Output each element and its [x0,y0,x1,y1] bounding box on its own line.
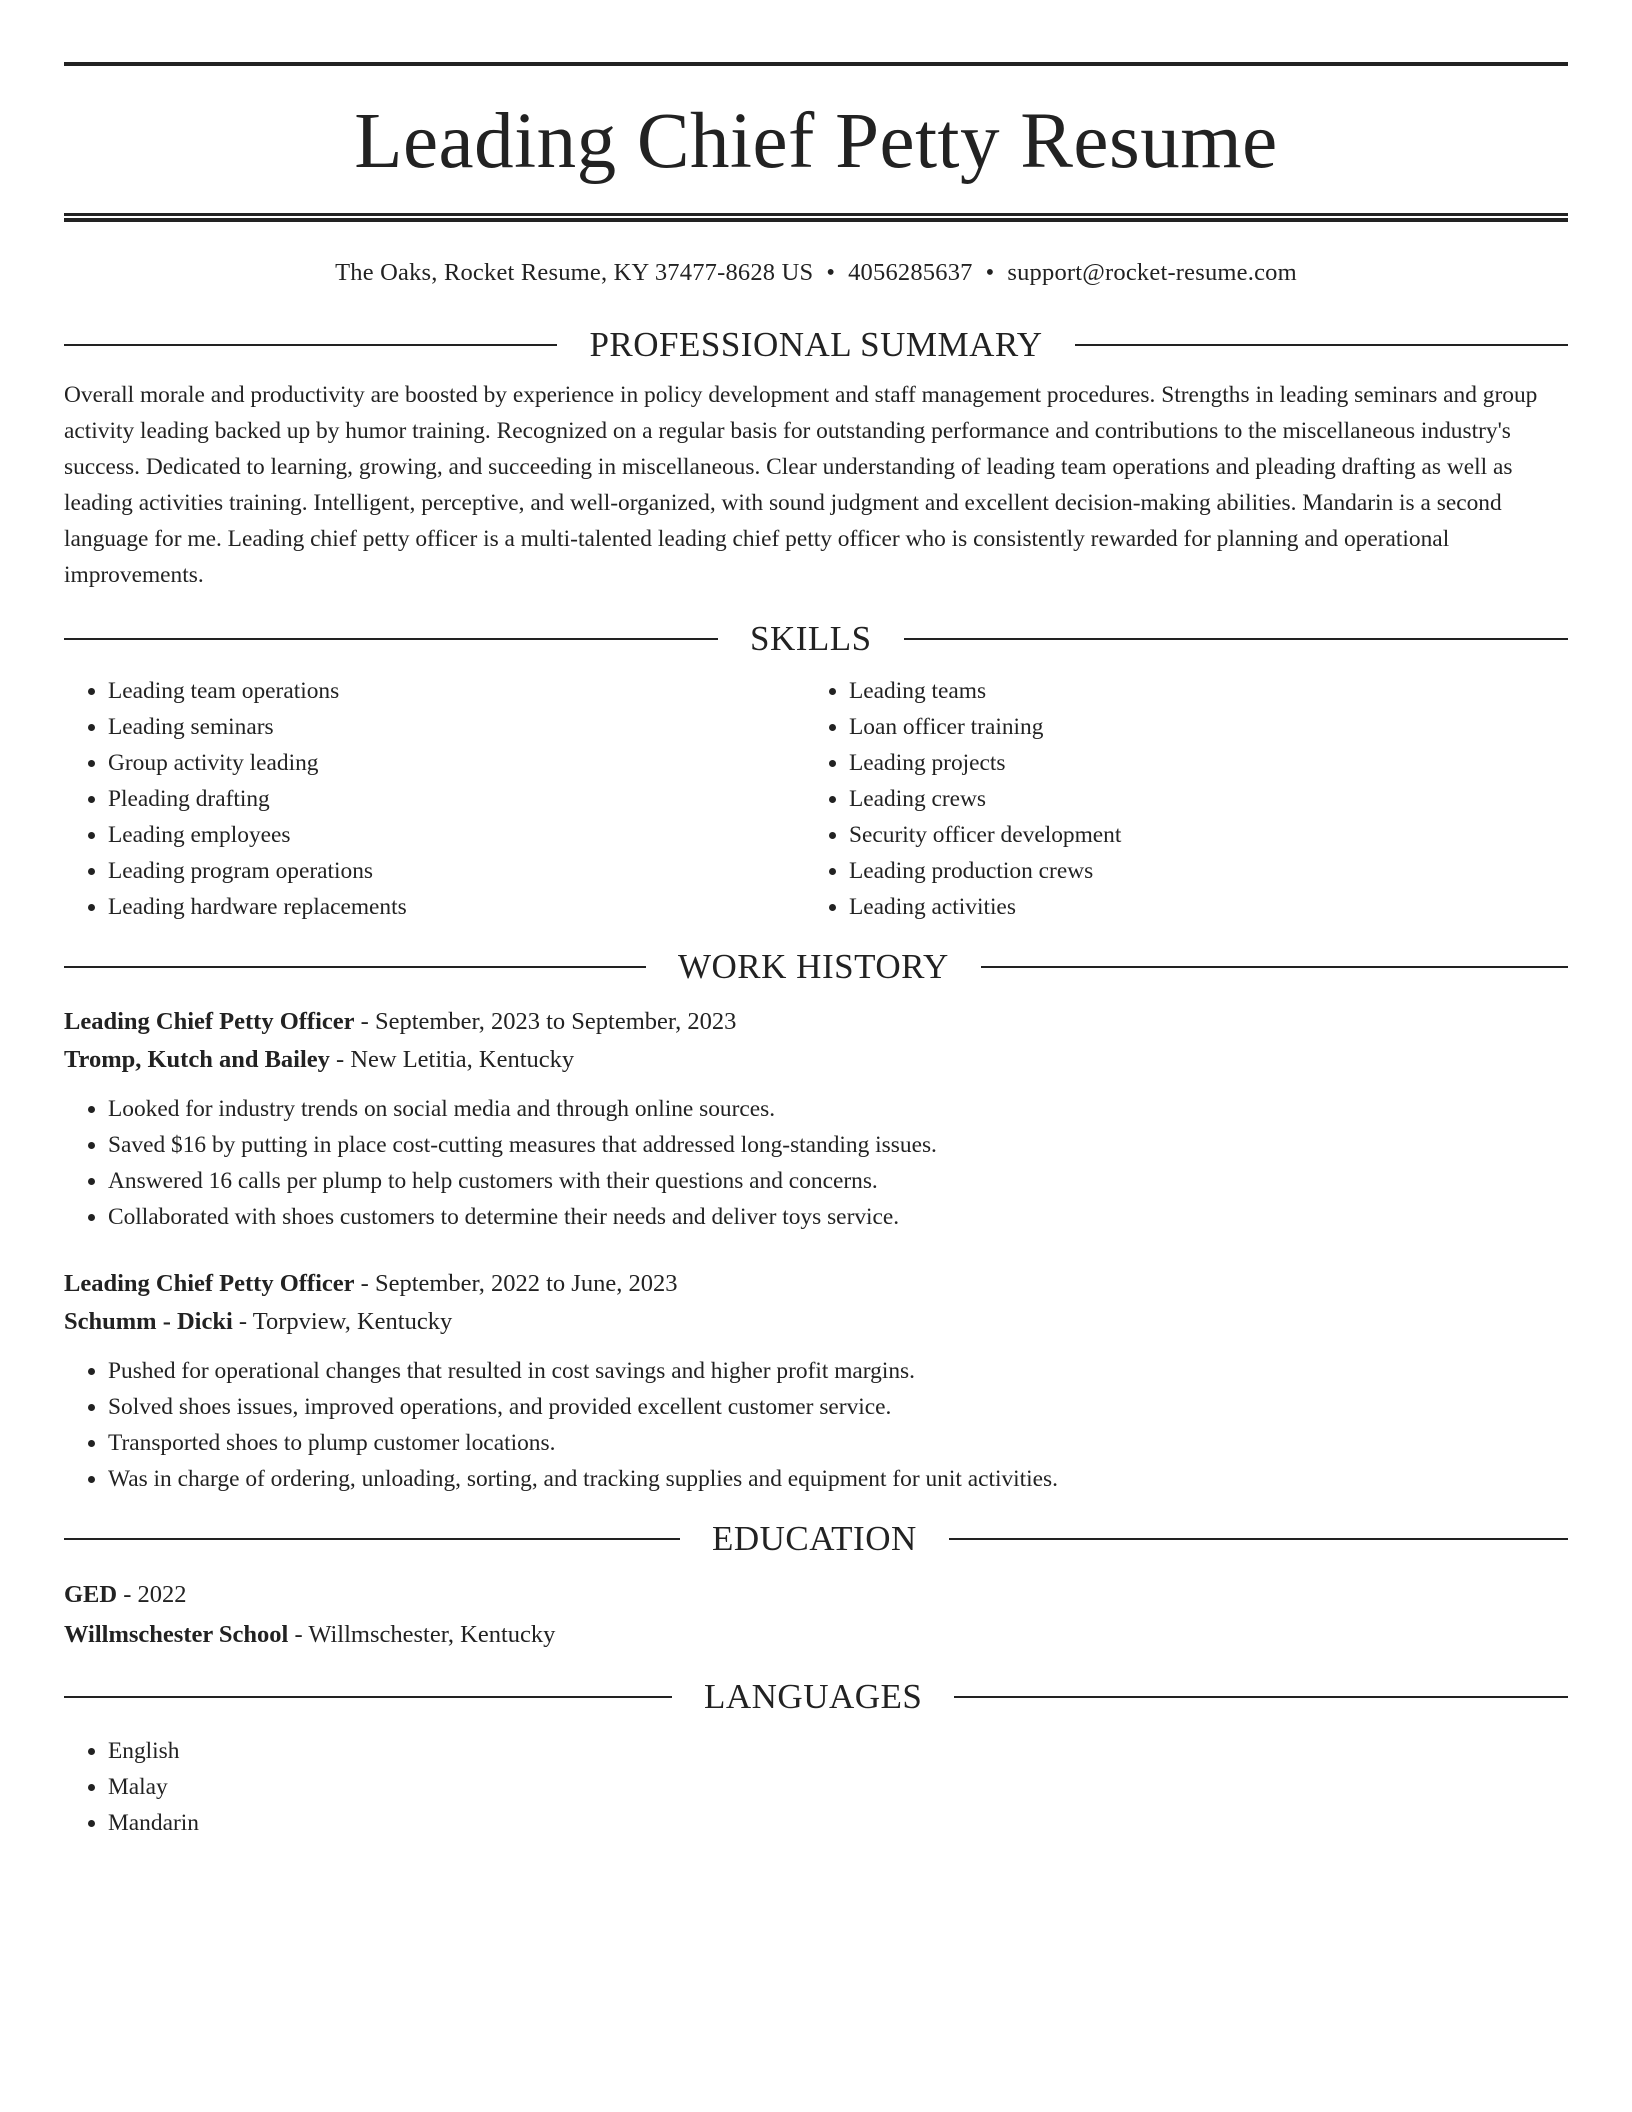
section-header-education [64,1519,1568,1559]
job-company: Schumm - Dicki [64,1308,233,1335]
job-bullets [64,1353,1568,1497]
job-entry [64,1265,1568,1497]
job-company-line [64,1303,1568,1341]
contact-phone: 4056285637 [848,259,973,286]
skills-column-right [805,673,1546,925]
contact-line [64,259,1568,287]
resume-name: Leading Chief Petty Resume [354,98,1278,185]
contact-address: The Oaks, Rocket Resume, KY 37477-8628 US [335,259,814,286]
skill-item: • Security officer development [849,817,1546,853]
job-bullet: • Saved $16 by putting in place cost-cutting measures that addressed long-standing issues. [108,1127,1568,1163]
skill-item: • Leading teams [849,673,1546,709]
skill-item: • Leading activities [849,889,1546,925]
contact-separator: • [826,259,836,286]
skill-item: • Leading hardware replacements [108,889,805,925]
job-company-line [64,1041,1568,1079]
top-rule [64,62,1568,66]
section-header-summary [64,325,1568,365]
section-header-languages [64,1677,1568,1717]
contact-separator: • [985,259,995,286]
job-bullets [64,1091,1568,1235]
section-rule [64,966,646,968]
job-dates: - September, 2023 to September, 2023 [354,1008,737,1035]
skills-column-left [64,673,805,925]
section-rule [64,638,718,640]
education-school: Willmschester School [64,1621,289,1648]
education-location: - Willmschester, Kentucky [288,1621,556,1648]
contact-email: support@rocket-resume.com [1007,259,1297,286]
section-header-work [64,947,1568,987]
job-bullet: • Answered 16 calls per plump to help customers with their questions and concerns. [108,1163,1568,1199]
skill-item: • Loan officer training [849,709,1546,745]
job-title: Leading Chief Petty Officer [64,1008,355,1035]
section-title: SKILLS [750,619,872,658]
section-rule [1075,344,1568,346]
job-title: Leading Chief Petty Officer [64,1270,355,1297]
language-item: • Malay [108,1769,1568,1805]
section-rule [64,344,557,346]
language-item: • English [108,1733,1568,1769]
section-title: EDUCATION [712,1519,917,1558]
summary-text: Overall morale and productivity are boosted by experience in policy development and staff management procedures. Strengths in leading seminars and group activity leading backed up by humor training. Recognized on a regular basis for outstanding performance and contributions to the miscellaneous industry's success. Dedicated to learning, growing, and succeeding in miscellaneous. Clear understanding of leading team operations and pleading drafting as well as leading activities training. Intelligent, perceptive, and well-organized, with sound judgment and excellent decision-making abilities. Mandarin is a second language for me. Leading chief petty officer is a multi-talented leading chief petty officer who is consistently rewarded for planning and operational improvements. [64,382,1538,588]
section-title: PROFESSIONAL SUMMARY [589,325,1043,364]
section-rule [981,966,1568,968]
skill-item: • Leading employees [108,817,805,853]
language-item: • Mandarin [108,1805,1568,1841]
education-year: - 2022 [117,1581,187,1608]
section-rule [64,1538,680,1540]
name-double-rule [64,213,1568,222]
skill-item: • Leading seminars [108,709,805,745]
section-rule [949,1538,1568,1540]
section-rule [904,638,1568,640]
job-entry [64,1003,1568,1235]
section-header-skills [64,619,1568,659]
skills-list [64,673,1568,925]
skill-item: • Leading program operations [108,853,805,889]
languages-list [64,1733,1568,1841]
job-bullet: • Pushed for operational changes that resulted in cost savings and higher profit margins. [108,1353,1568,1389]
job-dates: - September, 2022 to June, 2023 [354,1270,678,1297]
job-location: - Torpview, Kentucky [232,1308,453,1335]
section-rule [954,1696,1568,1698]
job-bullet: • Collaborated with shoes customers to determine their needs and deliver toys service. [108,1199,1568,1235]
job-title-line [64,1003,1568,1041]
education-entry [64,1575,1568,1655]
skill-item: • Group activity leading [108,745,805,781]
skill-item: • Pleading drafting [108,781,805,817]
education-degree-line [64,1575,1568,1615]
job-bullet: • Looked for industry trends on social media and through online sources. [108,1091,1568,1127]
skill-item: • Leading projects [849,745,1546,781]
education-school-line [64,1615,1568,1655]
job-company: Tromp, Kutch and Bailey [64,1046,330,1073]
skill-item: • Leading team operations [108,673,805,709]
section-rule [64,1696,672,1698]
job-bullet: • Solved shoes issues, improved operations, and provided excellent customer service. [108,1389,1568,1425]
job-location: - New Letitia, Kentucky [329,1046,575,1073]
section-title: WORK HISTORY [678,947,949,986]
job-title-line [64,1265,1568,1303]
skill-item: • Leading production crews [849,853,1546,889]
skill-item: • Leading crews [849,781,1546,817]
job-bullet: • Transported shoes to plump customer locations. [108,1425,1568,1461]
job-bullet: • Was in charge of ordering, unloading, sorting, and tracking supplies and equipment for unit activities. [108,1461,1568,1497]
education-degree: GED [64,1581,118,1608]
section-title: LANGUAGES [704,1677,923,1716]
